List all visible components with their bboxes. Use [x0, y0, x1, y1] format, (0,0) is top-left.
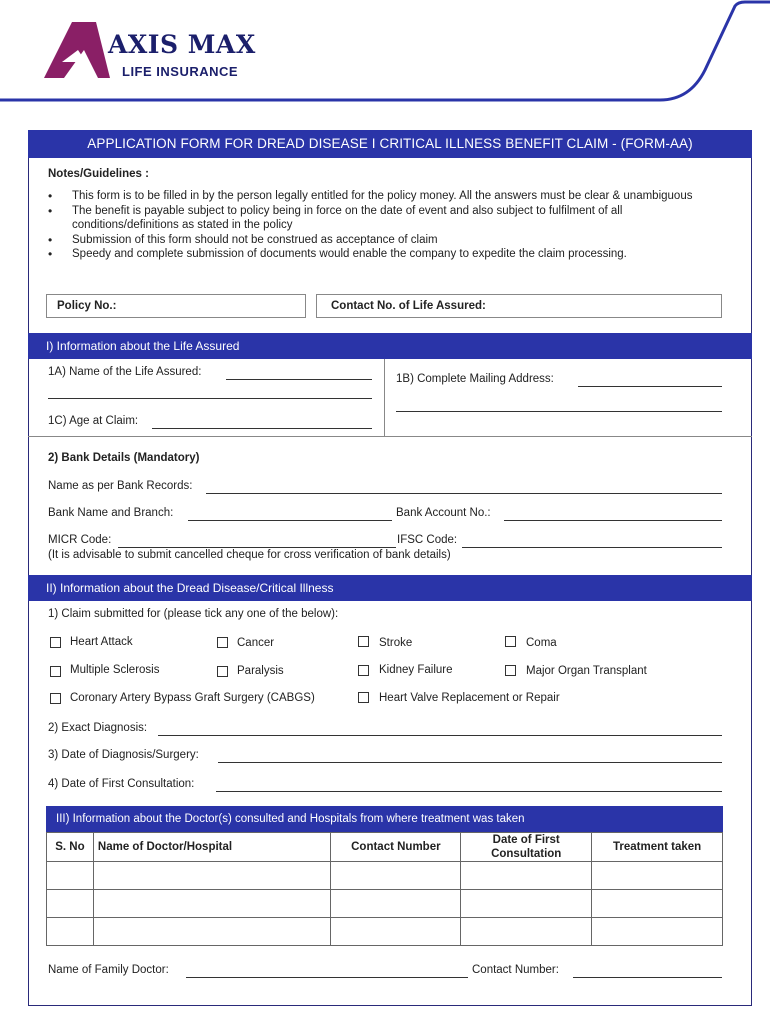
- col-sno: S. No: [47, 833, 94, 862]
- family-contact-label: Contact Number:: [472, 964, 559, 976]
- stroke-checkbox[interactable]: [358, 636, 369, 647]
- policy-no-field[interactable]: [46, 294, 306, 318]
- bank-name-records-label: Name as per Bank Records:: [48, 480, 193, 492]
- cabgs-label: Coronary Artery Bypass Graft Surgery (CABGS): [70, 692, 315, 704]
- life-assured-name-input[interactable]: [226, 366, 372, 380]
- bank-account-label: Bank Account No.:: [396, 507, 491, 519]
- multiple-sclerosis-checkbox[interactable]: [50, 666, 61, 677]
- policy-no-label: Policy No.:: [57, 300, 117, 312]
- section-1-divider: [384, 359, 385, 437]
- col-contact-number: Contact Number: [331, 833, 461, 862]
- claim-submitted-label: 1) Claim submitted for (please tick any one of the below):: [48, 608, 339, 620]
- paralysis-checkbox[interactable]: [217, 666, 228, 677]
- table-row[interactable]: [47, 918, 723, 946]
- bank-branch-input[interactable]: [188, 507, 392, 521]
- cancer-label: Cancer: [237, 637, 275, 649]
- life-assured-name-label: 1A) Name of the Life Assured:: [48, 366, 202, 378]
- micr-input[interactable]: [118, 534, 396, 548]
- notes-list: [48, 189, 698, 262]
- date-diagnosis-label: 3) Date of Diagnosis/Surgery:: [48, 749, 199, 761]
- table-header-row: [47, 833, 723, 862]
- note-item: • The benefit is payable subject to policy being in force on the date of event and also subject to fulfilment of all conditions/definitions as stated in the policy: [48, 204, 698, 233]
- contact-no-field[interactable]: [316, 294, 722, 318]
- bank-account-input[interactable]: [504, 507, 722, 521]
- cabgs-checkbox[interactable]: [50, 693, 61, 704]
- kidney-failure-label: Kidney Failure: [379, 664, 453, 676]
- organ-transplant-checkbox[interactable]: [505, 665, 516, 676]
- multiple-sclerosis-label: Multiple Sclerosis: [70, 664, 160, 676]
- mailing-address-input-2[interactable]: [396, 399, 722, 412]
- col-treatment: Treatment taken: [592, 833, 723, 862]
- age-at-claim-label: 1C) Age at Claim:: [48, 415, 139, 427]
- heart-attack-label: Heart Attack: [70, 636, 133, 648]
- note-item: • This form is to be filled in by the person legally entitled for the policy money. All the answers must be clear & unambiguous: [48, 189, 698, 204]
- mailing-address-input[interactable]: [578, 373, 722, 387]
- family-doctor-input[interactable]: [186, 964, 468, 978]
- bank-advice-note: (It is advisable to submit cancelled cheque for cross verification of bank details): [48, 549, 451, 561]
- heart-attack-checkbox[interactable]: [50, 637, 61, 648]
- section-2-title: II) Information about the Dread Disease/Critical Illness: [28, 575, 752, 601]
- table-row[interactable]: [47, 862, 723, 890]
- note-item: • Speedy and complete submission of documents would enable the company to expedite the claim processing.: [48, 247, 698, 262]
- family-contact-input[interactable]: [573, 964, 722, 978]
- coma-checkbox[interactable]: [505, 636, 516, 647]
- section-1-title: I) Information about the Life Assured: [28, 333, 752, 359]
- life-assured-name-input-2[interactable]: [48, 388, 372, 399]
- micr-label: MICR Code:: [48, 534, 112, 546]
- age-at-claim-input[interactable]: [152, 415, 372, 429]
- notes-heading: Notes/Guidelines :: [48, 168, 149, 180]
- kidney-failure-checkbox[interactable]: [358, 665, 369, 676]
- col-first-consultation: Date of First Consultation: [461, 833, 592, 862]
- section-1-bottom-rule: [28, 436, 752, 437]
- bank-details-title: 2) Bank Details (Mandatory): [48, 452, 200, 464]
- col-doctor-name: Name of Doctor/Hospital: [93, 833, 331, 862]
- first-consultation-input[interactable]: [216, 778, 722, 792]
- bank-branch-label: Bank Name and Branch:: [48, 507, 174, 519]
- mailing-address-label: 1B) Complete Mailing Address:: [396, 373, 554, 385]
- heart-valve-checkbox[interactable]: [358, 692, 369, 703]
- note-item: • Submission of this form should not be construed as acceptance of claim: [48, 233, 698, 248]
- coma-label: Coma: [526, 637, 557, 649]
- logo-mark: [44, 22, 110, 78]
- organ-transplant-label: Major Organ Transplant: [526, 665, 647, 677]
- family-doctor-label: Name of Family Doctor:: [48, 964, 169, 976]
- contact-no-label: Contact No. of Life Assured:: [331, 300, 486, 312]
- table-row[interactable]: [47, 890, 723, 918]
- paralysis-label: Paralysis: [237, 665, 284, 677]
- brand-name: AXIS MAX: [108, 30, 256, 59]
- cancer-checkbox[interactable]: [217, 637, 228, 648]
- first-consultation-label: 4) Date of First Consultation:: [48, 778, 195, 790]
- section-3-title: III) Information about the Doctor(s) consulted and Hospitals from where treatment was taken: [46, 806, 723, 832]
- exact-diagnosis-label: 2) Exact Diagnosis:: [48, 722, 148, 734]
- bank-name-records-input[interactable]: [206, 480, 722, 494]
- form-title: APPLICATION FORM FOR DREAD DISEASE I CRITICAL ILLNESS BENEFIT CLAIM - (FORM-AA): [28, 130, 752, 158]
- brand-tagline: LIFE INSURANCE: [122, 64, 239, 79]
- exact-diagnosis-input[interactable]: [158, 722, 722, 736]
- stroke-label: Stroke: [379, 637, 413, 649]
- ifsc-input[interactable]: [462, 534, 722, 548]
- heart-valve-label: Heart Valve Replacement or Repair: [379, 692, 560, 704]
- doctor-table: [46, 832, 723, 946]
- ifsc-label: IFSC Code:: [397, 534, 458, 546]
- date-diagnosis-input[interactable]: [218, 749, 722, 763]
